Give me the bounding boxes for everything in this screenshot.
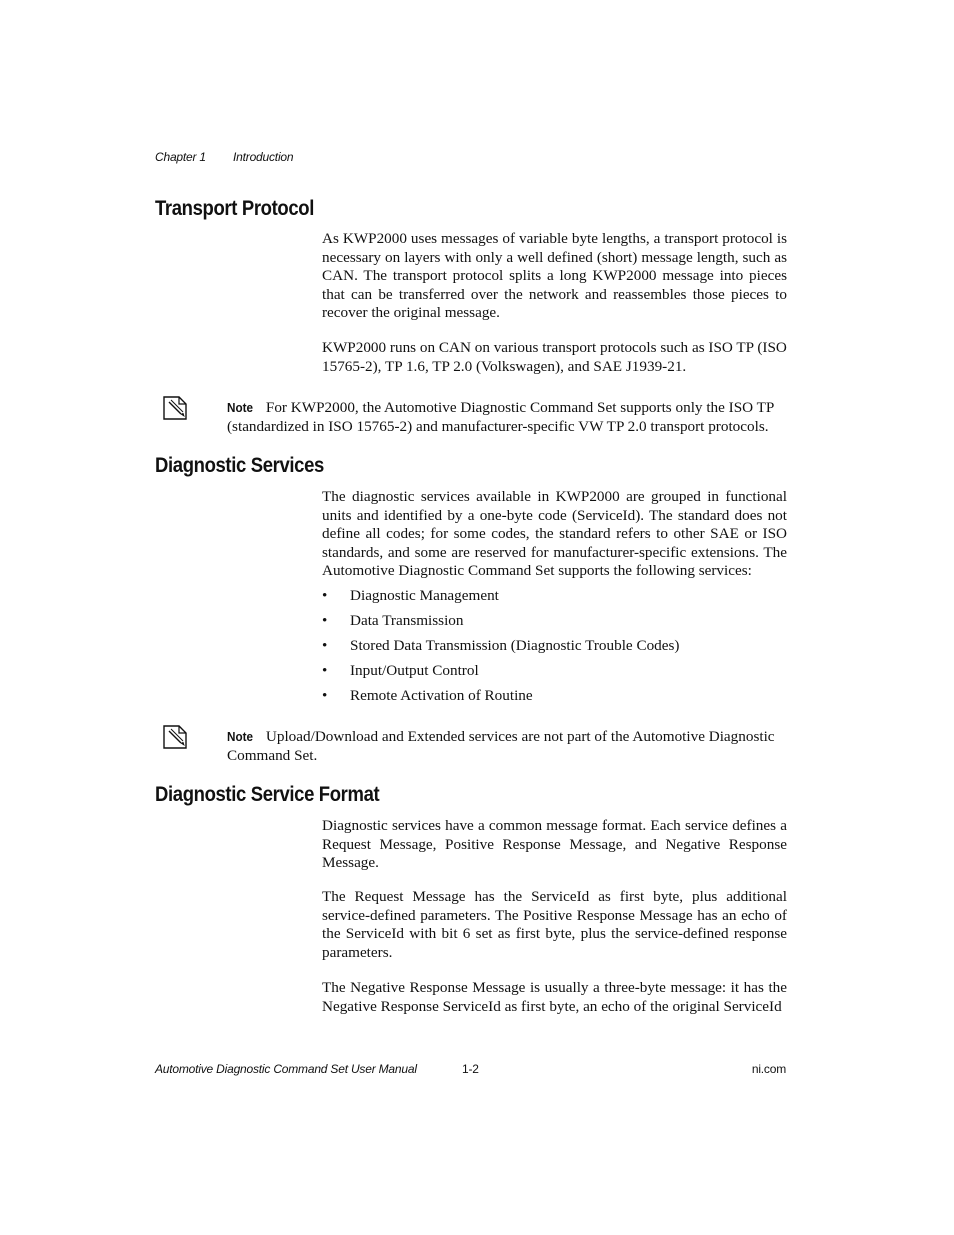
note-label: Note bbox=[227, 400, 254, 415]
list-item-text: Stored Data Transmission (Diagnostic Trouble Codes) bbox=[350, 637, 680, 654]
list-item bbox=[322, 687, 680, 712]
services-list bbox=[322, 587, 680, 712]
format-paragraph-1: Diagnostic services have a common message format. Each service defines a Request Message, Positive Response Message, and Negative Response Message. bbox=[322, 817, 787, 872]
transport-note bbox=[227, 399, 787, 436]
bullet-icon: • bbox=[322, 587, 328, 604]
services-paragraph-1: The diagnostic services available in KWP2000 are grouped in functional units and identified by a one-byte code (ServiceId). The standard does not define all codes; for some codes, the standard refers to other SAE or ISO standards, and some are reserved for manufacturer-specific extensions. The Automotive Diagnostic Command Set supports the following services: bbox=[322, 488, 787, 580]
running-head bbox=[155, 150, 293, 164]
transport-paragraph-2: KWP2000 runs on CAN on various transport protocols such as ISO TP (ISO 15765-2), TP 1.6, TP 2.0 (Volkswagen), and SAE J1939-21. bbox=[322, 339, 787, 375]
list-item-text: Data Transmission bbox=[350, 612, 464, 629]
format-paragraph-2: The Request Message has the ServiceId as first byte, plus additional service-defined parameters. The Positive Response Message has an echo of the ServiceId with bit 6 set as first byte, plus the service-defined response parameters. bbox=[322, 888, 787, 961]
list-item-text: Diagnostic Management bbox=[350, 587, 499, 604]
note-pad-icon bbox=[161, 394, 189, 422]
note-label: Note bbox=[227, 729, 254, 744]
list-item-text: Input/Output Control bbox=[350, 662, 479, 679]
bullet-icon: • bbox=[322, 637, 328, 654]
list-item-text: Remote Activation of Routine bbox=[350, 687, 533, 704]
footer-website: ni.com bbox=[751, 1062, 786, 1076]
note-pad-icon bbox=[161, 723, 189, 751]
transport-paragraph-1: As KWP2000 uses messages of variable byte lengths, a transport protocol is necessary on layers with only a well defined (short) message length, such as CAN. The transport protocol splits a long KWP2000 message into pieces that can be transferred over the network and reassembles those pieces to recover the original message. bbox=[322, 230, 787, 322]
list-item bbox=[322, 612, 680, 637]
chapter-title: Introduction bbox=[233, 150, 294, 164]
section-heading-diagnostic-services: Diagnostic Services bbox=[155, 454, 324, 477]
note-text: For KWP2000, the Automotive Diagnostic Command Set supports only the ISO TP (standardized in ISO 15765-2) and manufacturer-specific VW TP 2.0 transport protocols. bbox=[227, 399, 774, 435]
list-item bbox=[322, 662, 680, 687]
bullet-icon: • bbox=[322, 687, 328, 704]
format-paragraph-3: The Negative Response Message is usually a three-byte message: it has the Negative Response ServiceId as first byte, an echo of the original ServiceId bbox=[322, 979, 787, 1015]
bullet-icon: • bbox=[322, 612, 328, 629]
section-heading-transport-protocol: Transport Protocol bbox=[155, 197, 314, 220]
bullet-icon: • bbox=[322, 662, 328, 679]
footer-page-number: 1-2 bbox=[462, 1062, 479, 1076]
note-text: Upload/Download and Extended services are not part of the Automotive Diagnostic Command Set. bbox=[227, 728, 775, 764]
list-item bbox=[322, 637, 680, 662]
chapter-number: Chapter 1 bbox=[155, 150, 206, 164]
footer-manual-title: Automotive Diagnostic Command Set User Manual bbox=[155, 1062, 417, 1076]
section-heading-diagnostic-service-format: Diagnostic Service Format bbox=[155, 783, 380, 806]
services-note bbox=[227, 728, 787, 765]
list-item bbox=[322, 587, 680, 612]
